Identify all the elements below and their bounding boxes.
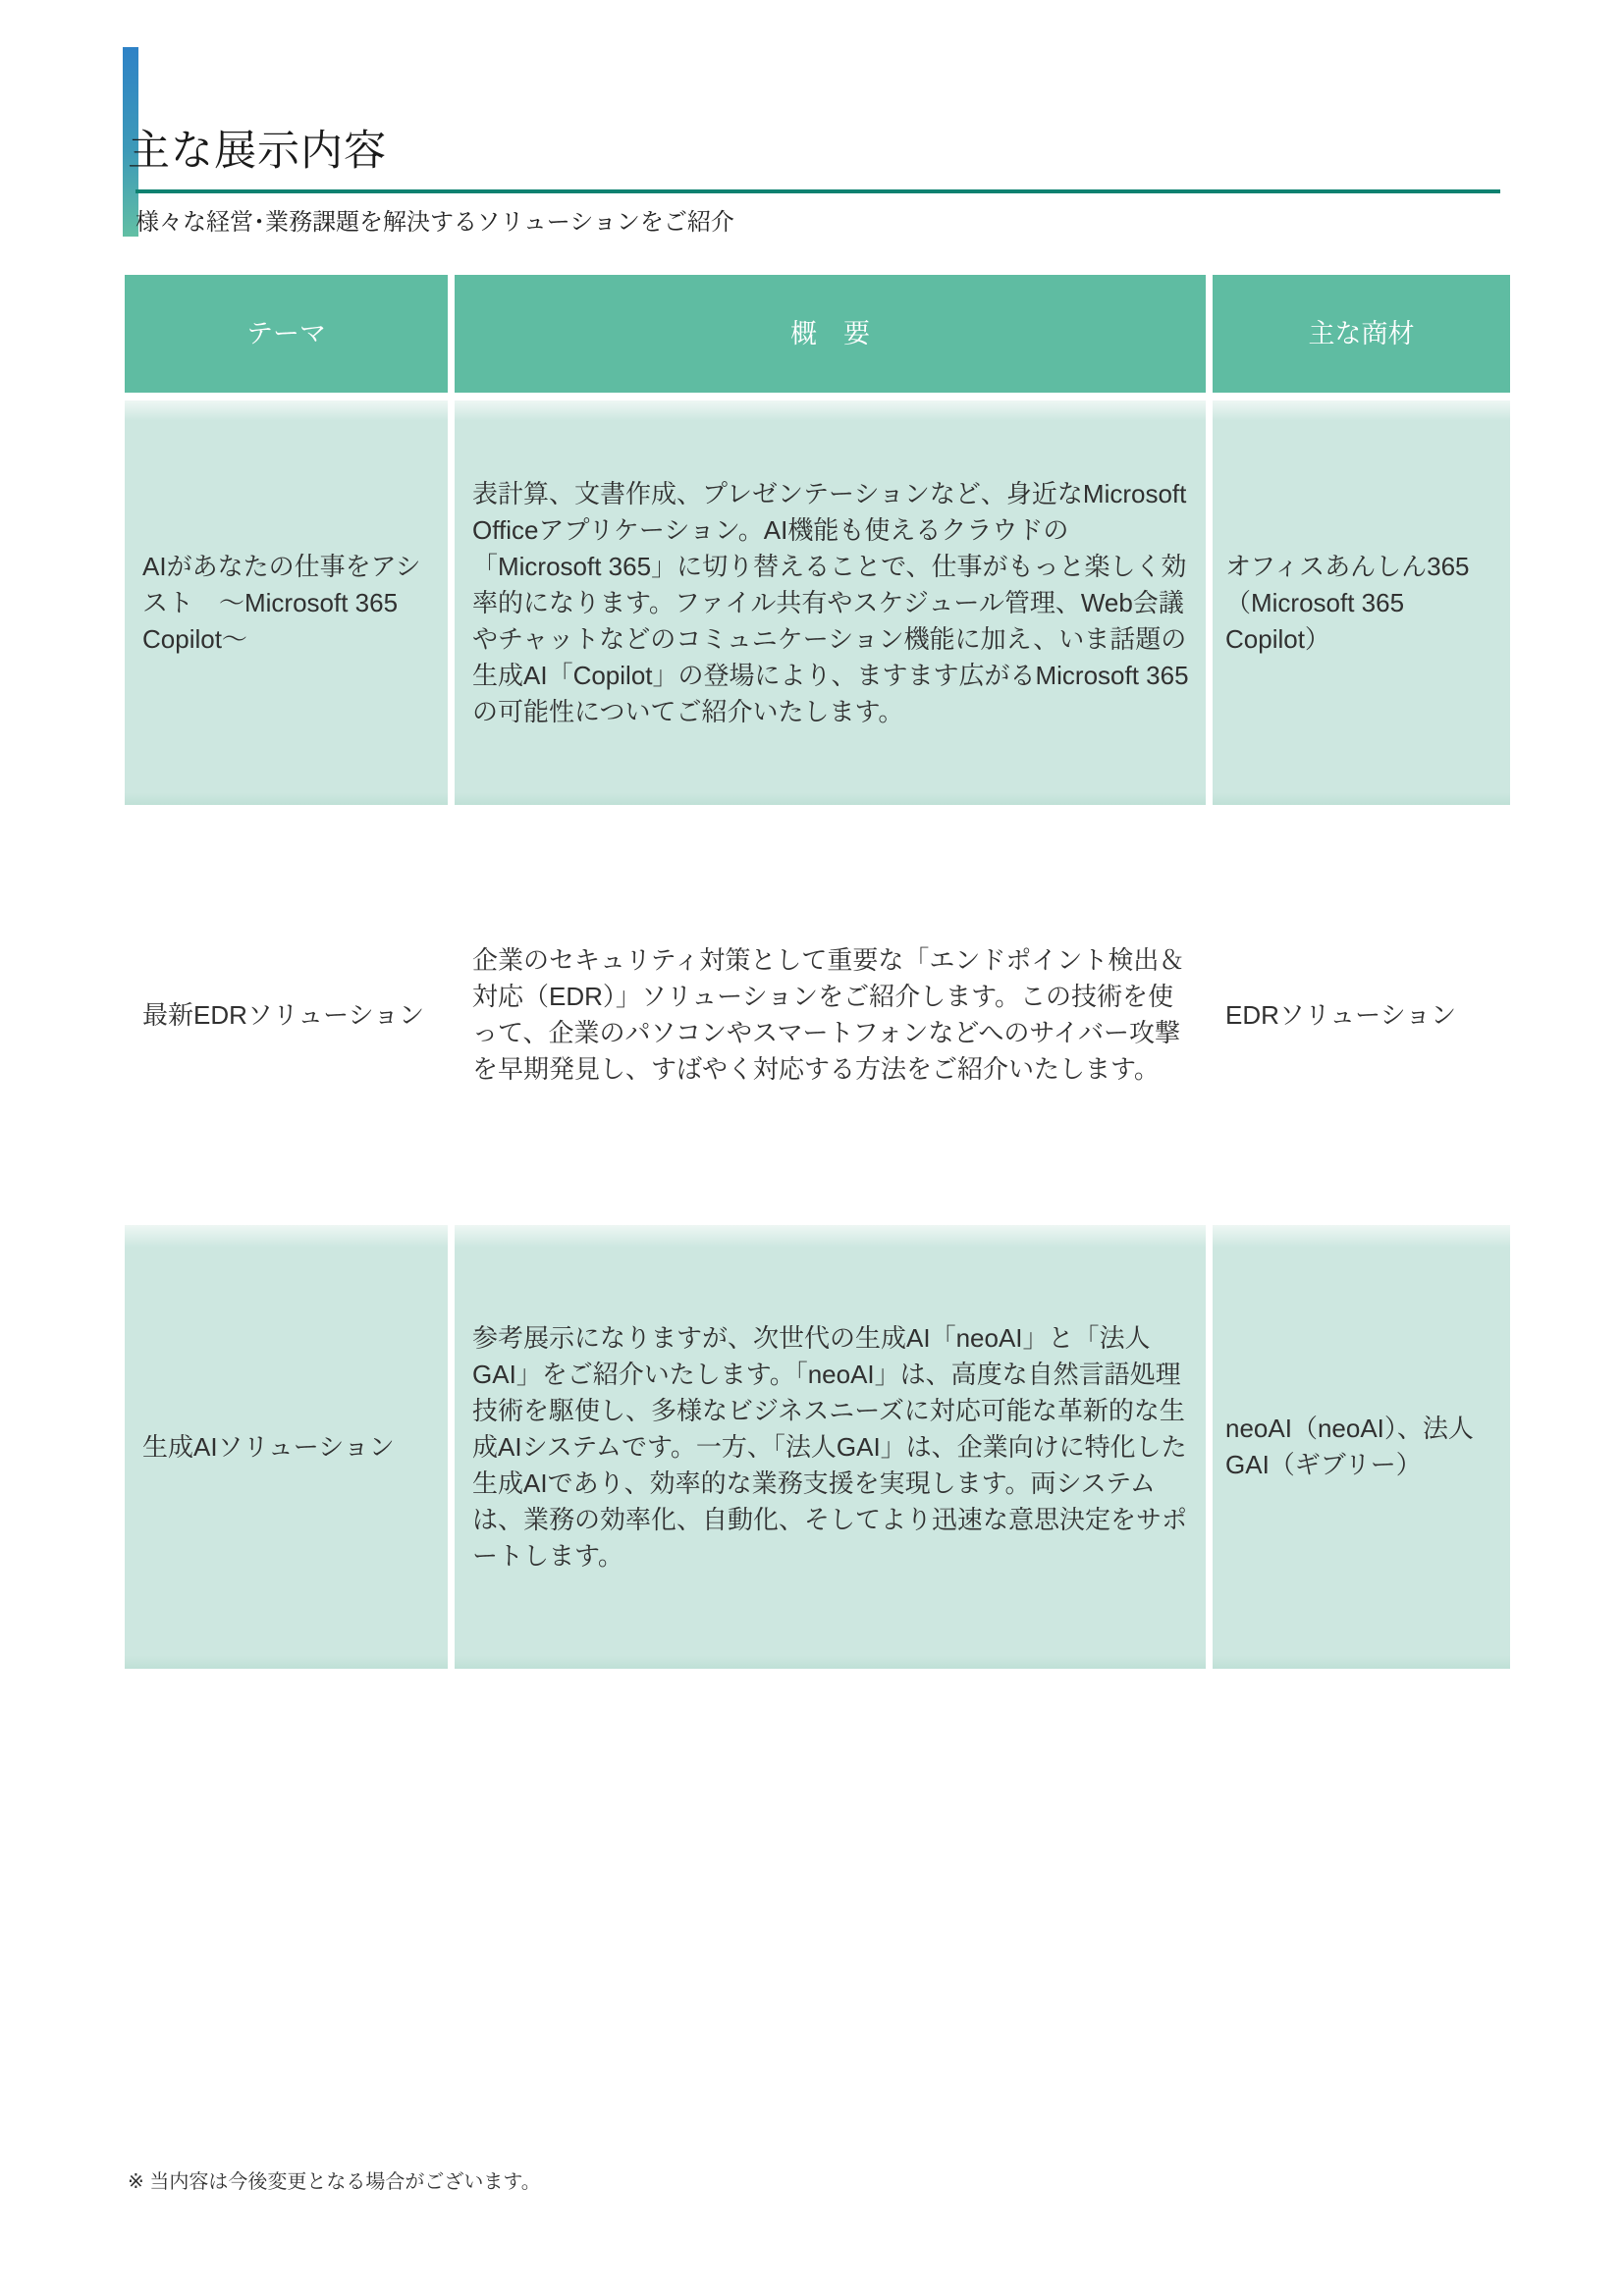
table-row-3-theme: 生成AIソリューション <box>142 1431 395 1462</box>
table-row-1-theme: AIがあなたの仕事をアシスト ～Microsoft 365 Copilot～ <box>142 551 421 654</box>
table-row-3-summary: 参考展示になりますが、次世代の生成AI「neoAI」と「法人GAI」をご紹介いたします。「neoAI」は、高度な自然言語処理技術を駆使し、多様なビジネスニーズに対応可能な革新的な生成AIシステムです。一方、「法人GAI」は、企業向けに特化した生成AIであり、効率的な業務支援を実現します。両システムは、業務の効率化、自動化、そしてより迅速な意思決定をサポートします。 <box>472 1322 1188 1571</box>
table-row-1-summary: 表計算、文書作成、プレゼンテーションなど、身近なMicrosoft Officeアプリケーション。AI機能も使えるクラウドの「Microsoft 365」に切り替えることで、仕事がもっと楽しく効率的になります。ファイル共有やスケジュール管理、Web会議やチャットなどのコミュニケーション機能に加え、いま話題の生成AI「Copilot」の登場により、ますます広がるMicrosoft 365の可能性についてご紹介いたします。 <box>472 478 1189 726</box>
table-row-3-products: neoAI（neoAI）、法人GAI（ギブリー） <box>1225 1414 1474 1479</box>
table-row-2-summary-cell <box>455 813 1206 1217</box>
change-disclaimer-note: ※ 当内容は今後変更となる場合がございます。 <box>128 2171 541 2193</box>
table-header-summary <box>455 275 1206 393</box>
page-subtitle: 様々な経営･業務課題を解決するソリューションをご紹介 <box>135 209 734 236</box>
table-row-2-theme-cell <box>125 813 448 1217</box>
table-row-2-summary: 企業のセキュリティ対策として重要な「エンドポイント検出＆対応（EDR）」ソリューションをご紹介します。この技術を使って、企業のパソコンやスマートフォンなどへのサイバー攻撃を早期発見し、すばやく対応する方法をご紹介いたします。 <box>472 945 1185 1084</box>
table-row-1-summary-cell <box>455 400 1206 805</box>
table-row-3-summary-cell <box>455 1225 1206 1669</box>
table-row-2-products-cell <box>1213 813 1510 1217</box>
table-header-products-label: 主な商材 <box>1308 318 1415 348</box>
table-header-theme <box>125 275 448 393</box>
table-row-3-products-cell <box>1213 1225 1510 1669</box>
table-header-summary-label: 概 要 <box>790 318 870 348</box>
table-row-1-theme-cell <box>125 400 448 805</box>
page-title: 主な展示内容 <box>128 128 387 175</box>
table-header-products <box>1213 275 1510 393</box>
table-row-2-theme: 最新EDRソリューション <box>142 999 425 1030</box>
table-row-2-products: EDRソリューション <box>1225 999 1457 1030</box>
table-row-1-products-cell <box>1213 400 1510 805</box>
table-row-1-products: オフィスあんしん365（Microsoft 365 Copilot） <box>1225 551 1470 654</box>
exhibition-table <box>125 275 1510 1669</box>
table-row-3-theme-cell <box>125 1225 448 1669</box>
title-underline <box>135 189 1500 193</box>
table-header-theme-label: テーマ <box>246 318 326 348</box>
